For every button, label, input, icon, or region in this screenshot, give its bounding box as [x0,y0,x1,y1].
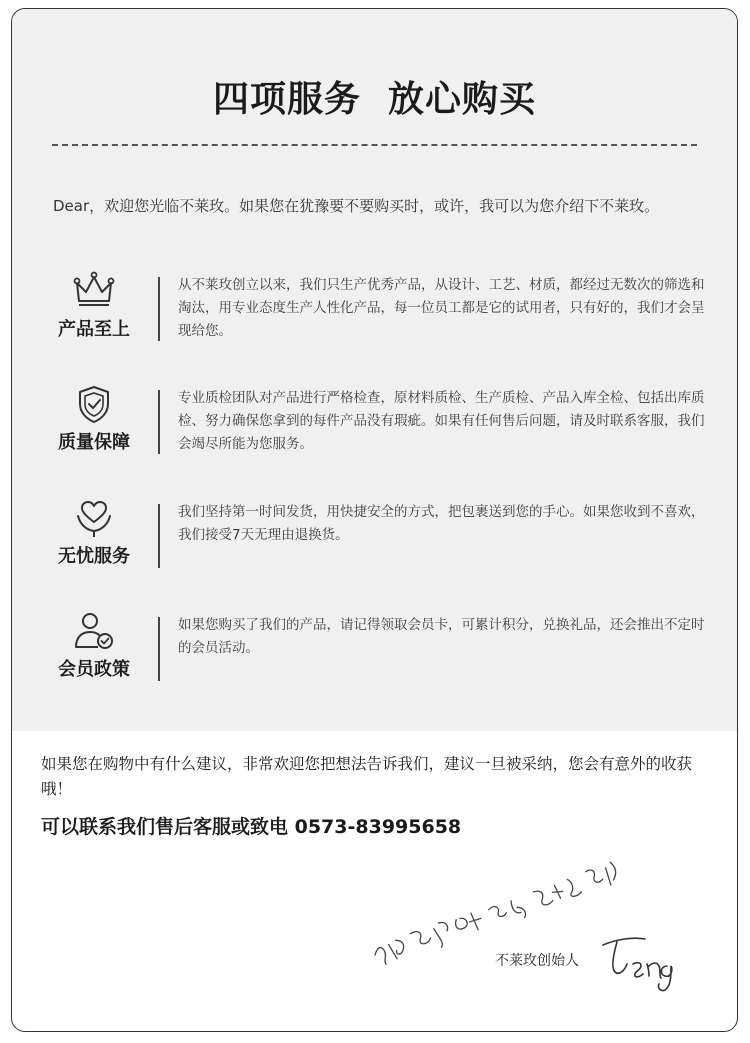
service-name: 无忧服务 [58,546,130,567]
dashed-divider [52,144,697,146]
top-panel [12,9,737,731]
service-item-worry-free [42,504,705,576]
service-desc: 如果您购买了我们的产品，请记得领取会员卡，可累计积分，兑换礼品，还会推出不定时的会员活动。 [178,617,705,656]
shield-check-icon [72,384,116,424]
service-desc: 专业质检团队对产品进行严格检查，原材料质检、生产质检、产品入库全检、包括出库质检、努力确保您拿到的每件产品没有瑕疵。如果有任何售后问题，请及时联系客服，我们会竭尽所能为您服务。 [178,390,705,452]
service-desc: 我们坚持第一时间发货，用快捷安全的方式，把包裹送到您的手心。如果您收到不喜欢，我们接受7天无理由退换货。 [178,504,705,543]
suggestion-text: 如果您在购物中有什么建议，非常欢迎您把想法告诉我们，建议一旦被采纳，您会有意外的收获哦！ [41,755,693,798]
page-title: 四项服务 放心购买 [212,79,537,120]
divider-bar [158,504,160,568]
divider-bar [158,617,160,681]
divider-bar [158,390,160,454]
crown-icon [72,271,116,311]
member-icon [72,611,116,651]
divider-bar [158,277,160,341]
service-item-quality-first [42,277,705,349]
handwritten-signature [345,860,695,1010]
contact-text: 可以联系我们售后客服或致电 0573-83995658 [41,816,462,838]
service-name: 产品至上 [58,319,130,340]
service-desc: 从不莱玫创立以来，我们只生产优秀产品，从设计、工艺、材质，都经过无数次的筛选和淘汰，用专业态度生产人性化产品，每一位员工都是它的试用者，只有好的，我们才会呈现给您。 [178,277,705,339]
heart-hand-icon [72,498,116,538]
service-item-member-policy [42,617,705,689]
intro-text: Dear，欢迎您光临不莱玫。如果您在犹豫要不要购买时，或许，我可以为您介绍下不莱玫。 [53,197,660,215]
service-name: 质量保障 [58,432,130,453]
service-name: 会员政策 [58,659,130,680]
founder-label: 不莱玫创始人 [495,953,579,969]
service-item-quality-assurance [42,390,705,462]
